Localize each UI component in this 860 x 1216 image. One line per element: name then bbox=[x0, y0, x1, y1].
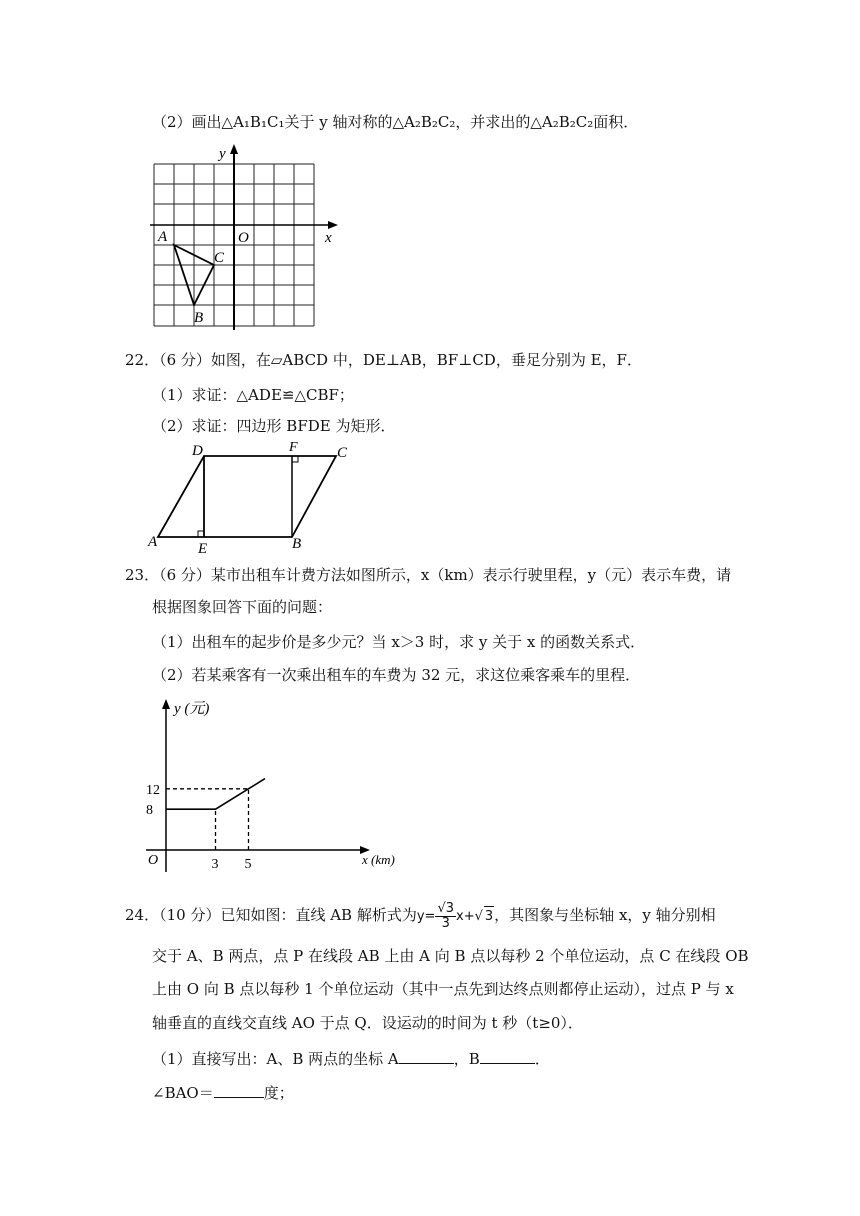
label-f: F bbox=[289, 440, 298, 455]
q24-part1-prefix: （1）直接写出：A、B 两点的坐标 A bbox=[152, 1050, 399, 1068]
formula-y: y= bbox=[416, 909, 436, 924]
x-axis-arrow bbox=[328, 221, 338, 229]
parallelogram-abcd bbox=[158, 456, 336, 537]
q22-parallelogram-figure bbox=[146, 440, 366, 558]
x-axis-label: x (km) bbox=[362, 852, 395, 867]
formula-root: 3 bbox=[484, 906, 494, 927]
label-b: B bbox=[292, 536, 302, 552]
y-axis-arrow bbox=[162, 699, 170, 709]
q22-stem: 22．（6 分）如图，在▱ABCD 中，DE⊥AB，BF⊥CD，垂足分别为 E，F． bbox=[125, 351, 642, 369]
q24-part1 bbox=[152, 1049, 550, 1069]
q23-stem-line2: 根据图象回答下面的问题： bbox=[152, 598, 333, 616]
q21-grid-figure bbox=[148, 142, 348, 342]
label-e: E bbox=[198, 541, 208, 557]
formula-fraction bbox=[435, 902, 456, 931]
q21-part2: （2）画出△A₁B₁C₁关于 y 轴对称的△A₂B₂C₂，并求出的△A₂B₂C₂面积． bbox=[152, 113, 639, 131]
x-tick-label-1: 5 bbox=[244, 857, 252, 872]
q23-part1: （1）出租车的起步价是多少元？当 x＞3 时，求 y 关于 x 的函数关系式． bbox=[152, 633, 646, 651]
origin-label: O bbox=[148, 853, 159, 868]
q22-part1: （1）求证：△ADE≌△CBF； bbox=[152, 386, 354, 404]
answer-blank-a[interactable] bbox=[399, 1049, 454, 1064]
q22-part2: （2）求证：四边形 BFDE 为矩形． bbox=[152, 417, 396, 435]
fare-series-line-0 bbox=[166, 779, 265, 810]
label-c: C bbox=[214, 250, 225, 266]
answer-blank-b[interactable] bbox=[480, 1049, 535, 1064]
formula-numerator: √3 bbox=[437, 901, 454, 916]
formula-mid: x+ bbox=[456, 909, 475, 924]
q24-line2: 交于 A、B 两点，点 P 在线段 AB 上由 A 向 B 点以每秒 2 个单位运动，点 C 在线段 OB bbox=[152, 947, 749, 965]
q24-angle-suffix: 度； bbox=[263, 1084, 294, 1102]
formula-denominator: 3 bbox=[441, 916, 450, 931]
label-d: D bbox=[192, 443, 203, 459]
label-o: O bbox=[238, 230, 249, 246]
q23-part2: （2）若某乘客有一次乘出租车的车费为 32 元，求这位乘客乘车的里程． bbox=[152, 666, 641, 684]
y-axis-label: y (元) bbox=[174, 701, 210, 717]
label-a: A bbox=[148, 534, 158, 550]
q24-line3: 上由 O 向 B 点以每秒 1 个单位运动（其中一点先到达终点则都停止运动），过点 P 与 x bbox=[152, 980, 734, 998]
q24-stem-suffix: ，其图象与坐标轴 x，y 轴分别相 bbox=[494, 906, 716, 924]
q24-formula: y= $\frac{√3}{3}$ x+√ 3 bbox=[416, 901, 494, 931]
label-a: A bbox=[158, 229, 168, 245]
answer-blank-angle[interactable] bbox=[214, 1083, 264, 1098]
x-tick-label-0: 3 bbox=[211, 857, 219, 872]
label-x: x bbox=[325, 230, 332, 246]
label-c: C bbox=[337, 445, 348, 461]
y-axis-arrow bbox=[230, 144, 238, 154]
label-y: y bbox=[219, 146, 226, 162]
q24-stem-line1 bbox=[125, 902, 716, 931]
label-b: B bbox=[194, 310, 204, 326]
y-tick-label-1: 12 bbox=[146, 782, 160, 798]
y-tick-label-0: 8 bbox=[146, 803, 153, 819]
q23-fare-chart bbox=[140, 695, 420, 885]
q24-part1-end: ． bbox=[534, 1050, 550, 1068]
q24-stem-prefix: 24．（10 分）已知如图：直线 AB 解析式为 bbox=[125, 906, 417, 924]
q23-stem-line1: 23．（6 分）某市出租车计费方法如图所示，x（km）表示行驶里程，y（元）表示车费，请 bbox=[125, 566, 732, 584]
q24-angle bbox=[152, 1083, 294, 1103]
q24-part1-mid: ，B bbox=[453, 1050, 480, 1068]
q24-line4: 轴垂直的直线交直线 AO 于点 Q．设运动的时间为 t 秒（t≥0）． bbox=[152, 1014, 583, 1032]
q24-angle-prefix: ∠BAO＝ bbox=[152, 1084, 214, 1102]
